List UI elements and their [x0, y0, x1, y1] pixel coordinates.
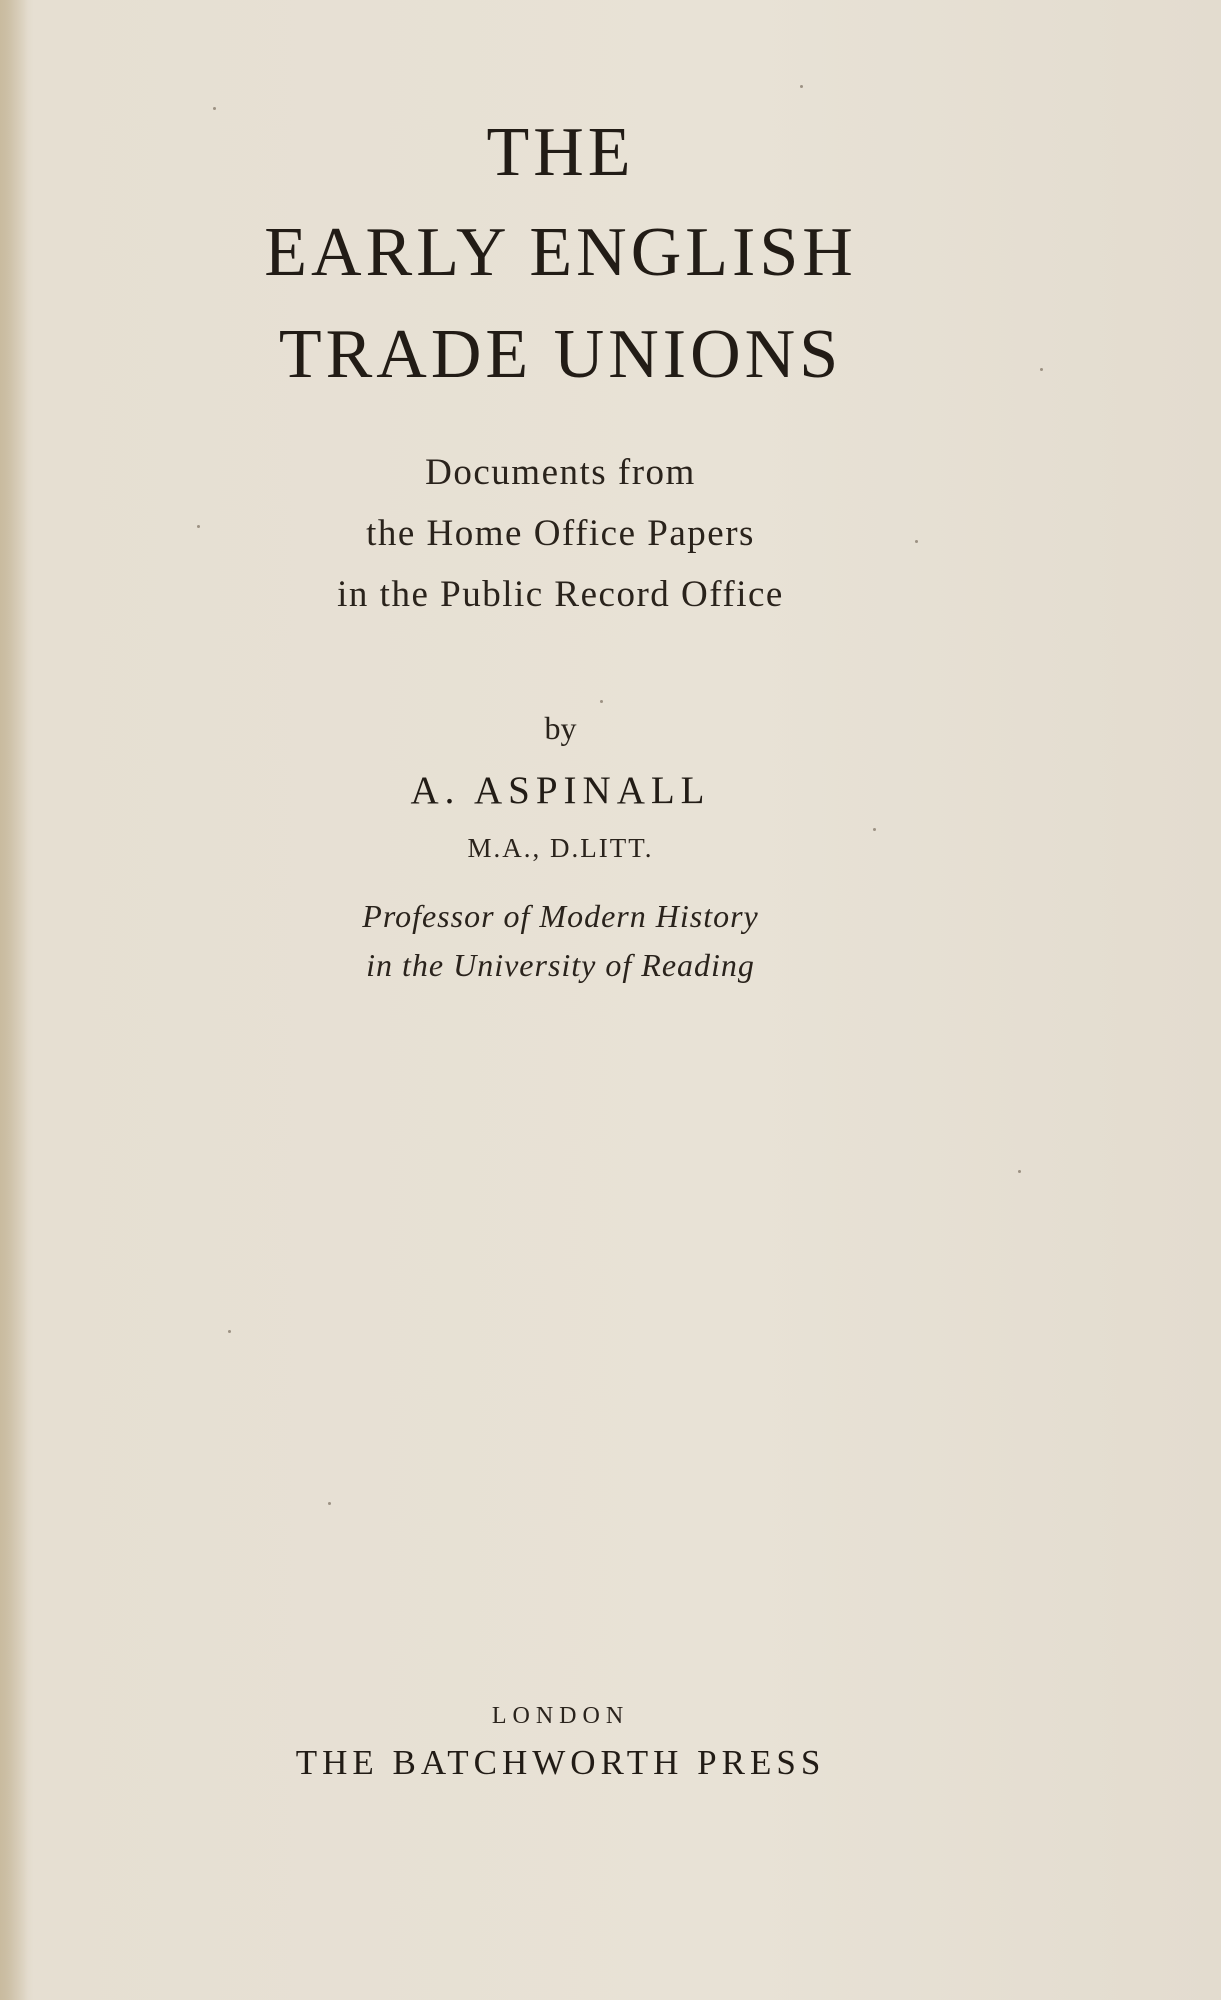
- subtitle-line-3: in the Public Record Office: [337, 574, 784, 615]
- author-role-line-1: Professor of Modern History: [362, 898, 759, 934]
- paper-speck: [228, 1330, 231, 1333]
- subtitle-line-2: the Home Office Papers: [366, 513, 755, 554]
- paper-speck: [800, 85, 803, 88]
- author-name: A. ASPINALL: [410, 769, 711, 812]
- by-line: by: [544, 710, 577, 746]
- title-line-2: EARLY ENGLISH: [264, 214, 857, 291]
- title-line-1: THE: [486, 114, 635, 191]
- subtitle-line-1: Documents from: [425, 452, 696, 493]
- paper-speck: [873, 828, 876, 831]
- paper-speck: [213, 107, 216, 110]
- paper-speck: [600, 700, 603, 703]
- paper-speck: [328, 1502, 331, 1505]
- paper-speck: [1040, 368, 1043, 371]
- author-role-line-2: in the University of Reading: [366, 947, 755, 983]
- publisher-place: LONDON: [491, 1703, 630, 1729]
- paper-speck: [1018, 1170, 1021, 1173]
- paper-speck: [197, 525, 200, 528]
- title-line-3: TRADE UNIONS: [278, 316, 843, 393]
- author-degrees: M.A., D.LITT.: [467, 833, 654, 863]
- publisher-name: THE BATCHWORTH PRESS: [295, 1743, 826, 1782]
- paper-speck: [915, 540, 918, 543]
- page-gutter-shadow: [0, 0, 28, 2000]
